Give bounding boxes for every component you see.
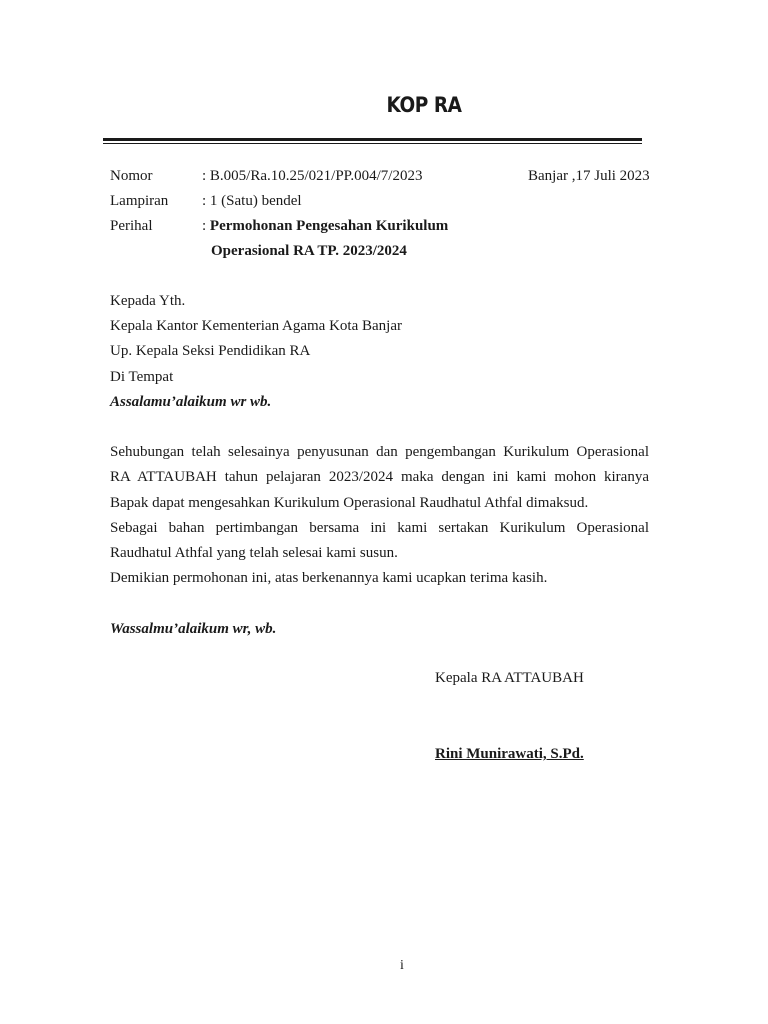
greeting: Assalamu’alaikum wr wb. [110, 394, 272, 410]
body-p2-line-1: Sebagai bahan pertimbangan bersama ini kami sertakan Kurikulum Operasional [110, 520, 649, 536]
recipient-line-4: Di Tempat [110, 369, 174, 385]
signature-position: Kepala RA ATTAUBAH [435, 670, 584, 686]
lampiran-value: : 1 (Satu) bendel [202, 193, 302, 209]
lampiran-label: Lampiran [110, 193, 169, 209]
nomor-value: : B.005/Ra.10.25/021/PP.004/7/2023 [202, 168, 423, 184]
body-p1-line-2: RA ATTAUBAH tahun pelajaran 2023/2024 maka dengan ini kami mohon kiranya [110, 469, 649, 485]
perihal-line-2: Operasional RA TP. 2023/2024 [211, 243, 407, 259]
closing-greeting: Wassalmu’alaikum wr, wb. [110, 621, 277, 637]
body-p1-line-3: Bapak dapat mengesahkan Kurikulum Operasional Raudhatul Athfal dimaksud. [110, 495, 589, 511]
perihal-label: Perihal [110, 218, 153, 234]
page-number: i [400, 958, 404, 973]
recipient-line-1: Kepada Yth. [110, 293, 186, 309]
recipient-line-3: Up. Kepala Seksi Pendidikan RA [110, 343, 311, 359]
letterhead-rule-thick [103, 138, 642, 141]
signature-name: Rini Munirawati, S.Pd. [435, 746, 584, 762]
body-p1-line-1: Sehubungan telah selesainya penyusunan dan pengembangan Kurikulum Operasional [110, 444, 649, 460]
perihal-colon: : [202, 218, 210, 234]
recipient-line-2: Kepala Kantor Kementerian Agama Kota Banjar [110, 318, 402, 334]
letterhead-title: KOP RA [386, 93, 462, 117]
body-p3-line-1: Demikian permohonan ini, atas berkenannya kami ucapkan terima kasih. [110, 570, 548, 586]
perihal-value [202, 218, 448, 235]
body-p2-line-2: Raudhatul Athfal yang telah selesai kami susun. [110, 545, 398, 561]
perihal-line-1: Permohonan Pengesahan Kurikulum [209, 218, 449, 234]
nomor-label: Nomor [110, 168, 153, 184]
letter-date: Banjar ,17 Juli 2023 [528, 168, 650, 184]
letterhead-rule-thin [103, 143, 642, 144]
